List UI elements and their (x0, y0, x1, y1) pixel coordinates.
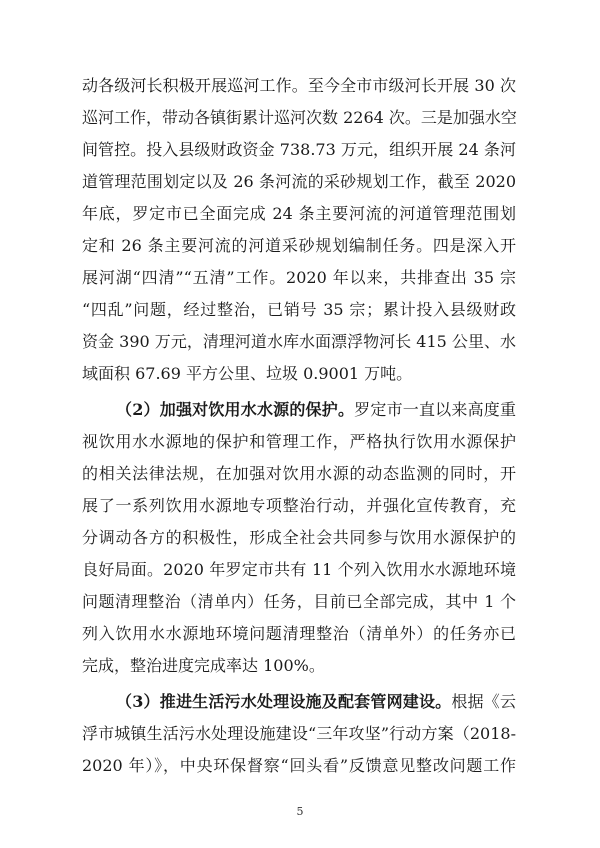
text-line: 年底，罗定市已全面完成 24 条主要河流的河道管理范围划 (82, 204, 516, 223)
text-line: 巡河工作，带动各镇街累计巡河次数 2264 次。三是加强水空 (82, 108, 517, 127)
text-line: 的相关法律法规，在加强对饮用水源的动态监测的同时，开 (82, 464, 516, 483)
section-heading: （3）推进生活污水处理设施及配套管网建设。 (116, 692, 452, 711)
text-line: 视饮用水水源地的保护和管理工作，严格执行饮用水源保护 (82, 432, 516, 451)
text-run: 根据《云 (451, 692, 516, 711)
section-heading: （2）加强对饮用水水源的保护。 (116, 400, 355, 419)
text-line: 域面积 67.69 平方公里、垃圾 0.9001 万吨。 (82, 364, 413, 383)
text-line: 动各级河长积极开展巡河工作。至今全市市级河长开展 30 次 (82, 76, 516, 95)
text-line: 良好局面。2020 年罗定市共有 11 个列入饮用水水源地环境 (82, 560, 516, 579)
text-line: 2020 年）》，中央环保督察“回头看”反馈意见整改问题工作 (82, 756, 516, 775)
text-line: 列入饮用水水源地环境问题清理整治（清单外）的任务亦已 (82, 624, 516, 643)
text-line: 间管控。投入县级财政资金 738.73 万元，组织开展 24 条河 (82, 140, 516, 159)
text-line: 分调动各方的积极性，形成全社会共同参与饮用水源保护的 (82, 528, 516, 547)
text-line: 完成，整治进度完成率达 100%。 (82, 656, 325, 675)
text-line: 资金 390 万元，清理河道水库水面漂浮物河长 415 公里、水 (82, 332, 516, 351)
page-number: 5 (296, 805, 304, 818)
text-line: 展了一系列饮用水源地专项整治行动，并强化宣传教育，充 (82, 496, 516, 515)
document-body (82, 70, 516, 782)
text-line: 浮市城镇生活污水处理设施建设“三年攻坚”行动方案（2018- (82, 724, 516, 743)
text-run: 罗定市一直以来高度重 (354, 400, 516, 419)
paragraph-drinking-water (82, 394, 516, 682)
paragraph-sewage-treatment (82, 686, 516, 782)
text-line: 问题清理整治（清单内）任务，目前已全部完成，其中 1 个 (82, 592, 516, 611)
text-line: 定和 26 条主要河流的河道采砂规划编制任务。四是深入开 (82, 236, 516, 255)
text-line (82, 394, 516, 426)
text-line: “四乱”问题，经过整治，已销号 35 宗；累计投入县级财政 (82, 300, 516, 319)
text-line: 道管理范围划定以及 26 条河流的采砂规划工作，截至 2020 (82, 172, 516, 191)
paragraph-river-management (82, 70, 516, 390)
text-line: 展河湖“四清”“五清”工作。2020 年以来，共排查出 35 宗 (82, 268, 516, 287)
text-line (82, 686, 516, 718)
